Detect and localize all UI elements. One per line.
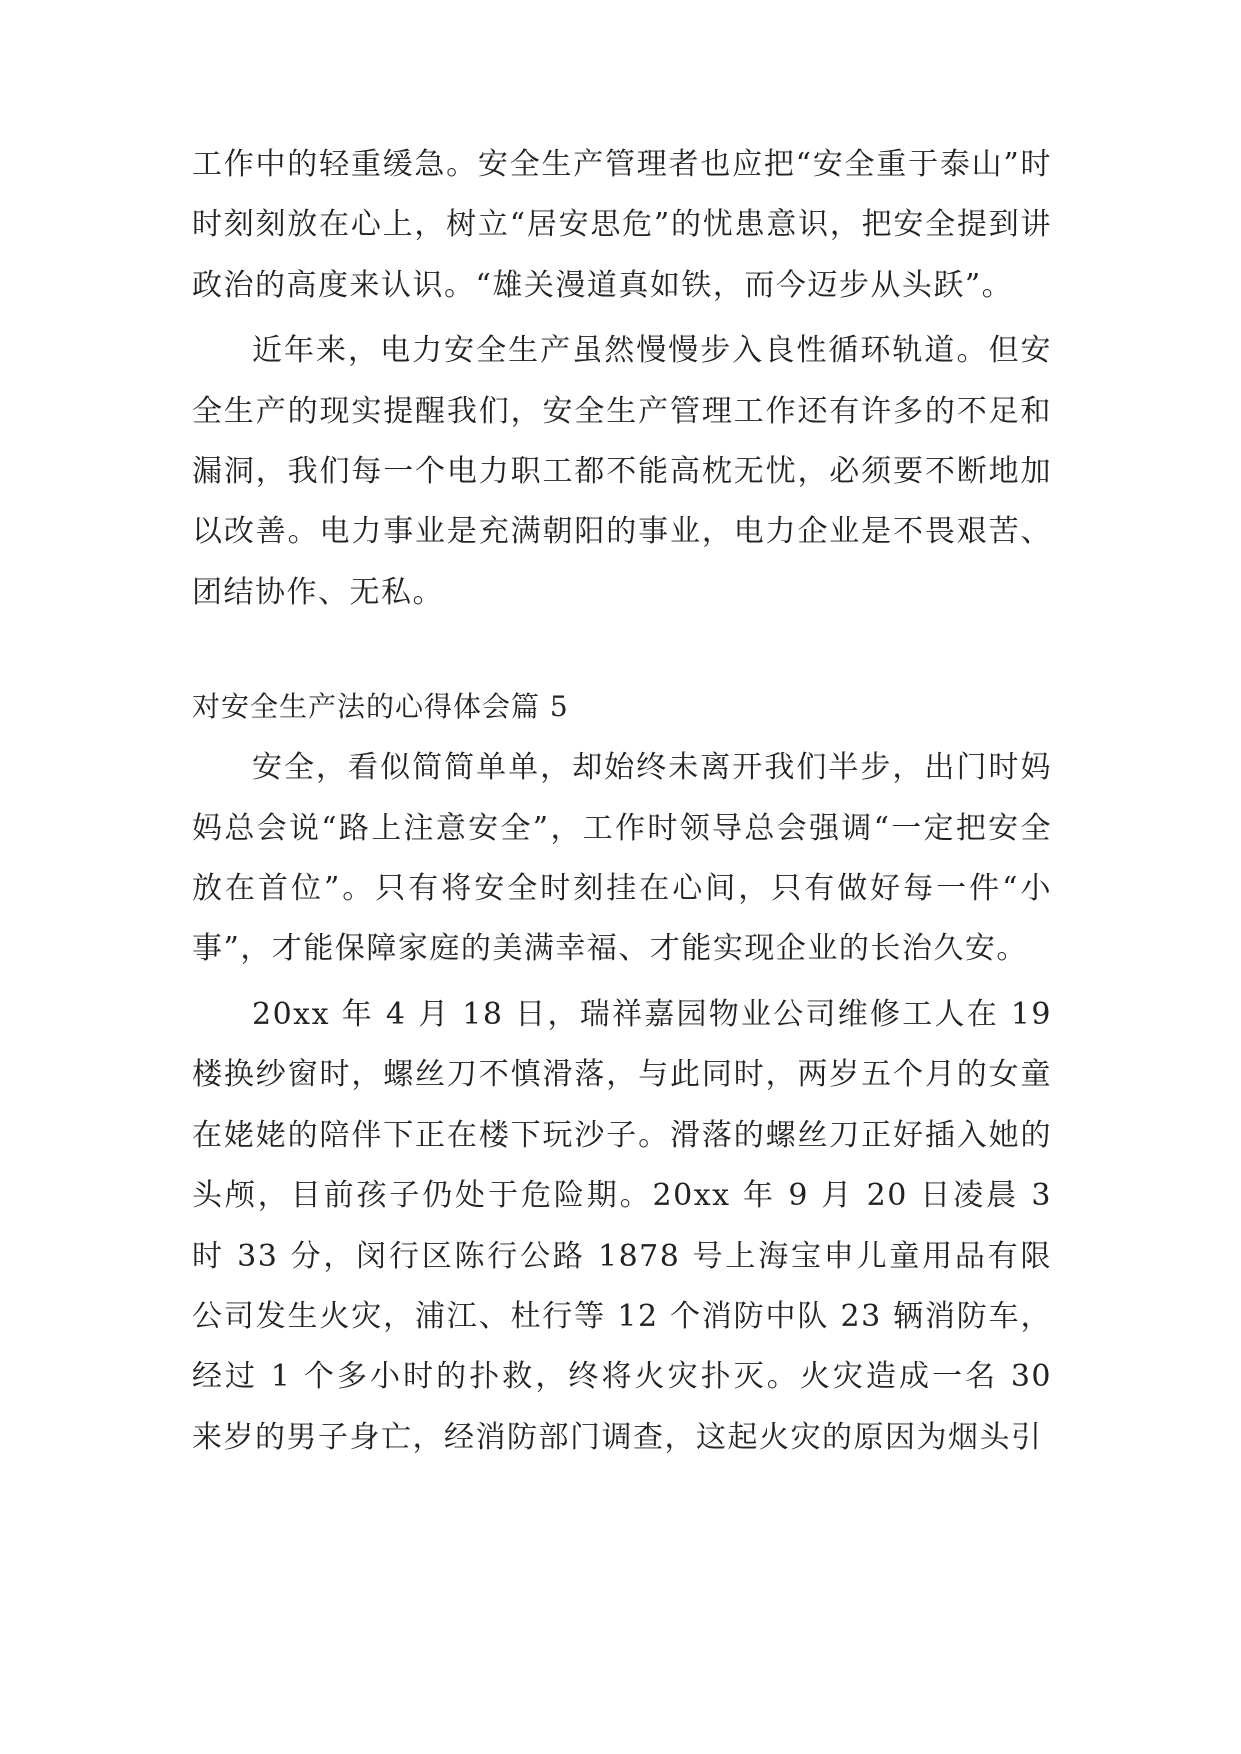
paragraph-incidents: 20xx 年 4 月 18 日，瑞祥嘉园物业公司维修工人在 19 楼换纱窗时，螺丝刀不慎滑落，与此同时，两岁五个月的女童在姥姥的陪伴下正在楼下玩沙子。滑落的螺丝刀正好插入她的头颅，目前孩子仍处于危险期。20xx 年 9 月 20 日凌晨 3 时 33 分，闵行区陈行公路 1878 号上海宝申儿童用品有限公司发生火灾，浦江、杜行等 12 个消防中队 23 辆消防车，经过 1 个多小时的扑救，终将火灾扑灭。火灾造成一名 30 来岁的男子身亡，经消防部门调查，这起火灾的原因为烟头引 xyxy=(192,996,1052,1455)
paragraph-safety-intro: 安全，看似简简单单，却始终未离开我们半步，出门时妈妈总会说“路上注意安全”，工作时领导总会强调“一定把安全放在首位”。只有将安全时刻挂在心间，只有做好每一件“小事”，才能保障家庭的美满幸福、才能实现企业的长治久安。 xyxy=(192,750,1052,967)
paragraph-continuation: 工作中的轻重缓急。安全生产管理者也应把“安全重于泰山”时时刻刻放在心上，树立“居安思危”的忧患意识，把安全提到讲政治的高度来认识。“雄关漫道真如铁，而今迈步从头跃”。 xyxy=(192,147,1052,303)
document-page xyxy=(192,135,1052,1468)
section-title: 对安全生产法的心得体会篇 5 xyxy=(192,690,569,724)
paragraph-power-safety: 近年来，电力安全生产虽然慢慢步入良性循环轨道。但安全生产的现实提醒我们，安全生产管理工作还有许多的不足和漏洞，我们每一个电力职工都不能高枕无忧，必须要不断地加以改善。电力事业是充满朝阳的事业，电力企业是不畏艰苦、团结协作、无私。 xyxy=(192,333,1052,610)
